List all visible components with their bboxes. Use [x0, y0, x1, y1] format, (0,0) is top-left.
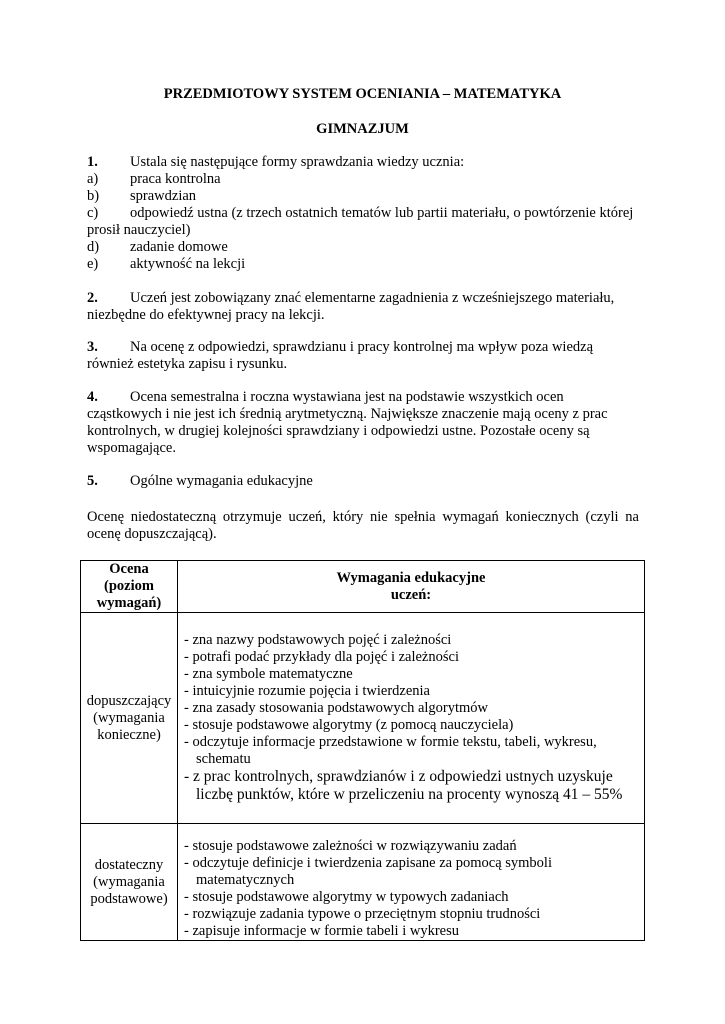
section-4-number: 4.: [87, 389, 98, 405]
list-item: - stosuje podstawowe algorytmy w typowych zadaniach: [184, 889, 509, 905]
requirements-table: [80, 560, 645, 941]
list-item: - odczytuje definicje i twierdzenia zapisane za pomocą symboli: [184, 855, 552, 871]
header-grade-line: wymagań): [96, 595, 162, 611]
list-item-label: b): [87, 188, 100, 204]
list-item: - stosuje podstawowe algorytmy (z pomocą nauczyciela): [184, 717, 514, 733]
section-5-number: 5.: [87, 473, 98, 489]
list-item-continuation: [184, 872, 638, 889]
section-1-text: Ustala się następujące formy sprawdzania wiedzy ucznia:: [130, 154, 465, 170]
requirements-cell: [178, 824, 645, 941]
requirements-cell: [178, 613, 645, 824]
header-grade-line: Ocena: [109, 561, 149, 577]
section-4-line-3: kontrolnych, w drugiej kolejności sprawdziany i odpowiedzi ustne. Pozostałe oceny są: [87, 423, 590, 439]
list-item-label: d): [87, 239, 100, 255]
header-requirements-line: Wymagania edukacyjne: [336, 569, 486, 586]
header-grade-cell: [81, 561, 178, 613]
paragraph-line-1: Ocenę niedostateczną otrzymuje uczeń, który nie spełnia wymagań koniecznych (czyli na: [87, 509, 639, 525]
document-title: PRZEDMIOTOWY SYSTEM OCENIANIA – MATEMATYKA: [163, 86, 562, 102]
section-3-number: 3.: [87, 339, 98, 355]
list-item-text: odpowiedź ustna (z trzech ostatnich tematów lub partii materiału, o powtórzenie której: [130, 205, 634, 221]
header-grade-line: (poziom: [104, 578, 154, 594]
section-3-line-1: Na ocenę z odpowiedzi, sprawdzianu i pracy kontrolnej ma wpływ poza wiedzą: [130, 339, 594, 355]
list-item: - stosuje podstawowe zależności w rozwiązywaniu zadań: [184, 838, 517, 854]
requirements-list: [178, 632, 644, 804]
list-item-text: aktywność na lekcji: [130, 256, 246, 272]
grade-line: dostateczny: [94, 856, 164, 873]
table-row: [81, 824, 645, 941]
grade-line: konieczne): [97, 726, 161, 743]
grade-line: dopuszczający: [86, 692, 172, 709]
list-item: - zapisuje informacje w formie tabeli i wykresu: [184, 923, 459, 939]
list-item-continuation: [184, 786, 638, 804]
grade-cell: [81, 613, 178, 824]
list-item-continuation: prosił nauczyciel): [87, 222, 191, 238]
section-1-number: 1.: [87, 154, 98, 170]
section-3-line-2: również estetyka zapisu i rysunku.: [87, 356, 288, 372]
grade-line: (wymagania: [93, 709, 165, 726]
list-item-continuation: [184, 751, 638, 768]
list-item-text: zadanie domowe: [130, 239, 228, 255]
list-item-text: sprawdzian: [130, 188, 197, 204]
continuation-text: liczbę punktów, które w przeliczeniu na procenty wynoszą 41 – 55%: [196, 786, 623, 803]
list-item: - zna nazwy podstawowych pojęć i zależności: [184, 632, 452, 648]
list-item: - potrafi podać przykłady dla pojęć i zależności: [184, 649, 459, 665]
header-requirements-line: uczeń:: [390, 586, 432, 603]
section-5-text: Ogólne wymagania edukacyjne: [130, 473, 313, 489]
document-subtitle: GIMNAZJUM: [316, 121, 409, 137]
grade-cell: [81, 824, 178, 941]
list-item: - intuicyjnie rozumie pojęcia i twierdzenia: [184, 683, 430, 699]
list-item: - zna zasady stosowania podstawowych algorytmów: [184, 700, 489, 716]
list-item: - zna symbole matematyczne: [184, 666, 353, 682]
list-item: - rozwiązuje zadania typowe o przeciętnym stopniu trudności: [184, 906, 541, 922]
list-item-label: e): [87, 256, 99, 272]
list-item-label: a): [87, 171, 99, 187]
section-2-line-1: Uczeń jest zobowiązany znać elementarne zagadnienia z wcześniejszego materiału,: [130, 290, 615, 306]
table-header-row: [81, 561, 645, 613]
list-item-label: c): [87, 205, 99, 221]
section-4-line-1: Ocena semestralna i roczna wystawiana jest na podstawie wszystkich ocen: [130, 389, 564, 405]
section-4-line-4: wspomagające.: [87, 440, 176, 456]
section-2-number: 2.: [87, 290, 98, 306]
paragraph-line-2: ocenę dopuszczającą).: [87, 526, 217, 542]
list-item: - odczytuje informacje przedstawione w formie tekstu, tabeli, wykresu,: [184, 734, 597, 750]
list-item-text: praca kontrolna: [130, 171, 221, 187]
list-item: - z prac kontrolnych, sprawdzianów i z odpowiedzi ustnych uzyskuje: [184, 768, 613, 785]
requirements-list: [178, 838, 644, 940]
grade-line: podstawowe): [90, 890, 168, 907]
section-2-line-2: niezbędne do efektywnej pracy na lekcji.: [87, 307, 325, 323]
table-row: [81, 613, 645, 824]
section-4-line-2: cząstkowych i nie jest ich średnią arytmetyczną. Największe znaczenie mają oceny z prac: [87, 406, 608, 422]
continuation-text: schematu: [196, 751, 251, 767]
grade-line: (wymagania: [93, 873, 165, 890]
continuation-text: matematycznych: [196, 872, 295, 888]
header-requirements-cell: [178, 561, 645, 613]
